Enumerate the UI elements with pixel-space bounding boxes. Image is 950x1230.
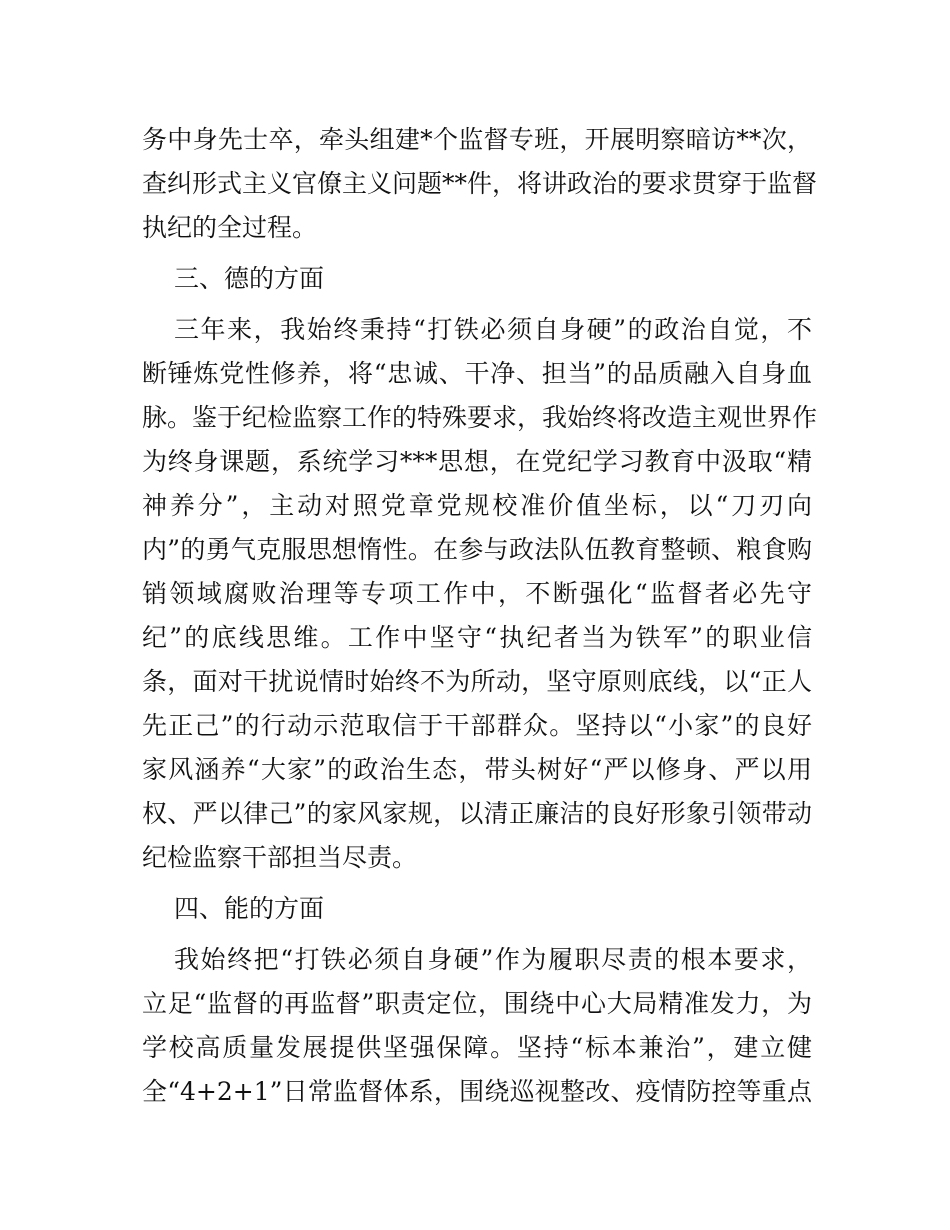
body-line: 内”的勇气克服思想惰性。在参与政法队伍教育整顿、粮食购 bbox=[142, 535, 812, 564]
body-line: 执纪的全过程。 bbox=[142, 213, 318, 242]
body-line: 销领域腐败治理等专项工作中，不断强化“监督者必先守 bbox=[142, 579, 812, 608]
body-line: 为终身课题，系统学习***思想，在党纪学习教育中汲取“精 bbox=[142, 447, 812, 476]
body-line: 纪检监察干部担当尽责。 bbox=[142, 843, 418, 872]
body-line: 查纠形式主义官僚主义问题**件，将讲政治的要求贯穿于监督 bbox=[142, 169, 818, 198]
body-line: 学校高质量发展提供坚强保障。坚持“标本兼治”，建立健 bbox=[142, 1033, 812, 1062]
body-line: 三年来，我始终秉持“打铁必须自身硬”的政治自觉，不 bbox=[174, 315, 812, 344]
body-line: 断锤炼党性修养，将“忠诚、干净、担当”的品质融入自身血 bbox=[142, 359, 812, 388]
body-line: 权、严以律己”的家风家规，以清正廉洁的良好形象引领带动 bbox=[142, 799, 812, 828]
section-heading-4: 四、能的方面 bbox=[174, 894, 325, 923]
body-line: 神养分”，主动对照党章党规校准价值坐标，以“刀刃向 bbox=[142, 491, 812, 520]
body-line: 立足“监督的再监督”职责定位，围绕中心大局精准发力，为 bbox=[142, 989, 812, 1018]
body-line: 先正己”的行动示范取信于干部群众。坚持以“小家”的良好 bbox=[142, 711, 812, 740]
body-line: 纪”的底线思维。工作中坚守“执纪者当为铁军”的职业信 bbox=[142, 623, 812, 652]
body-line: 条，面对干扰说情时始终不为所动，坚守原则底线，以“正人 bbox=[142, 667, 812, 696]
body-line: 脉。鉴于纪检监察工作的特殊要求，我始终将改造主观世界作 bbox=[142, 403, 818, 432]
body-line: 务中身先士卒，牵头组建*个监督专班，开展明察暗访**次， bbox=[142, 125, 812, 154]
section-heading-3: 三、德的方面 bbox=[174, 264, 325, 293]
body-line: 我始终把“打铁必须自身硬”作为履职尽责的根本要求， bbox=[174, 945, 812, 974]
body-line: 全“4+2+1”日常监督体系，围绕巡视整改、疫情防控等重点 bbox=[142, 1077, 812, 1106]
body-line: 家风涵养“大家”的政治生态，带头树好“严以修身、严以用 bbox=[142, 755, 812, 784]
